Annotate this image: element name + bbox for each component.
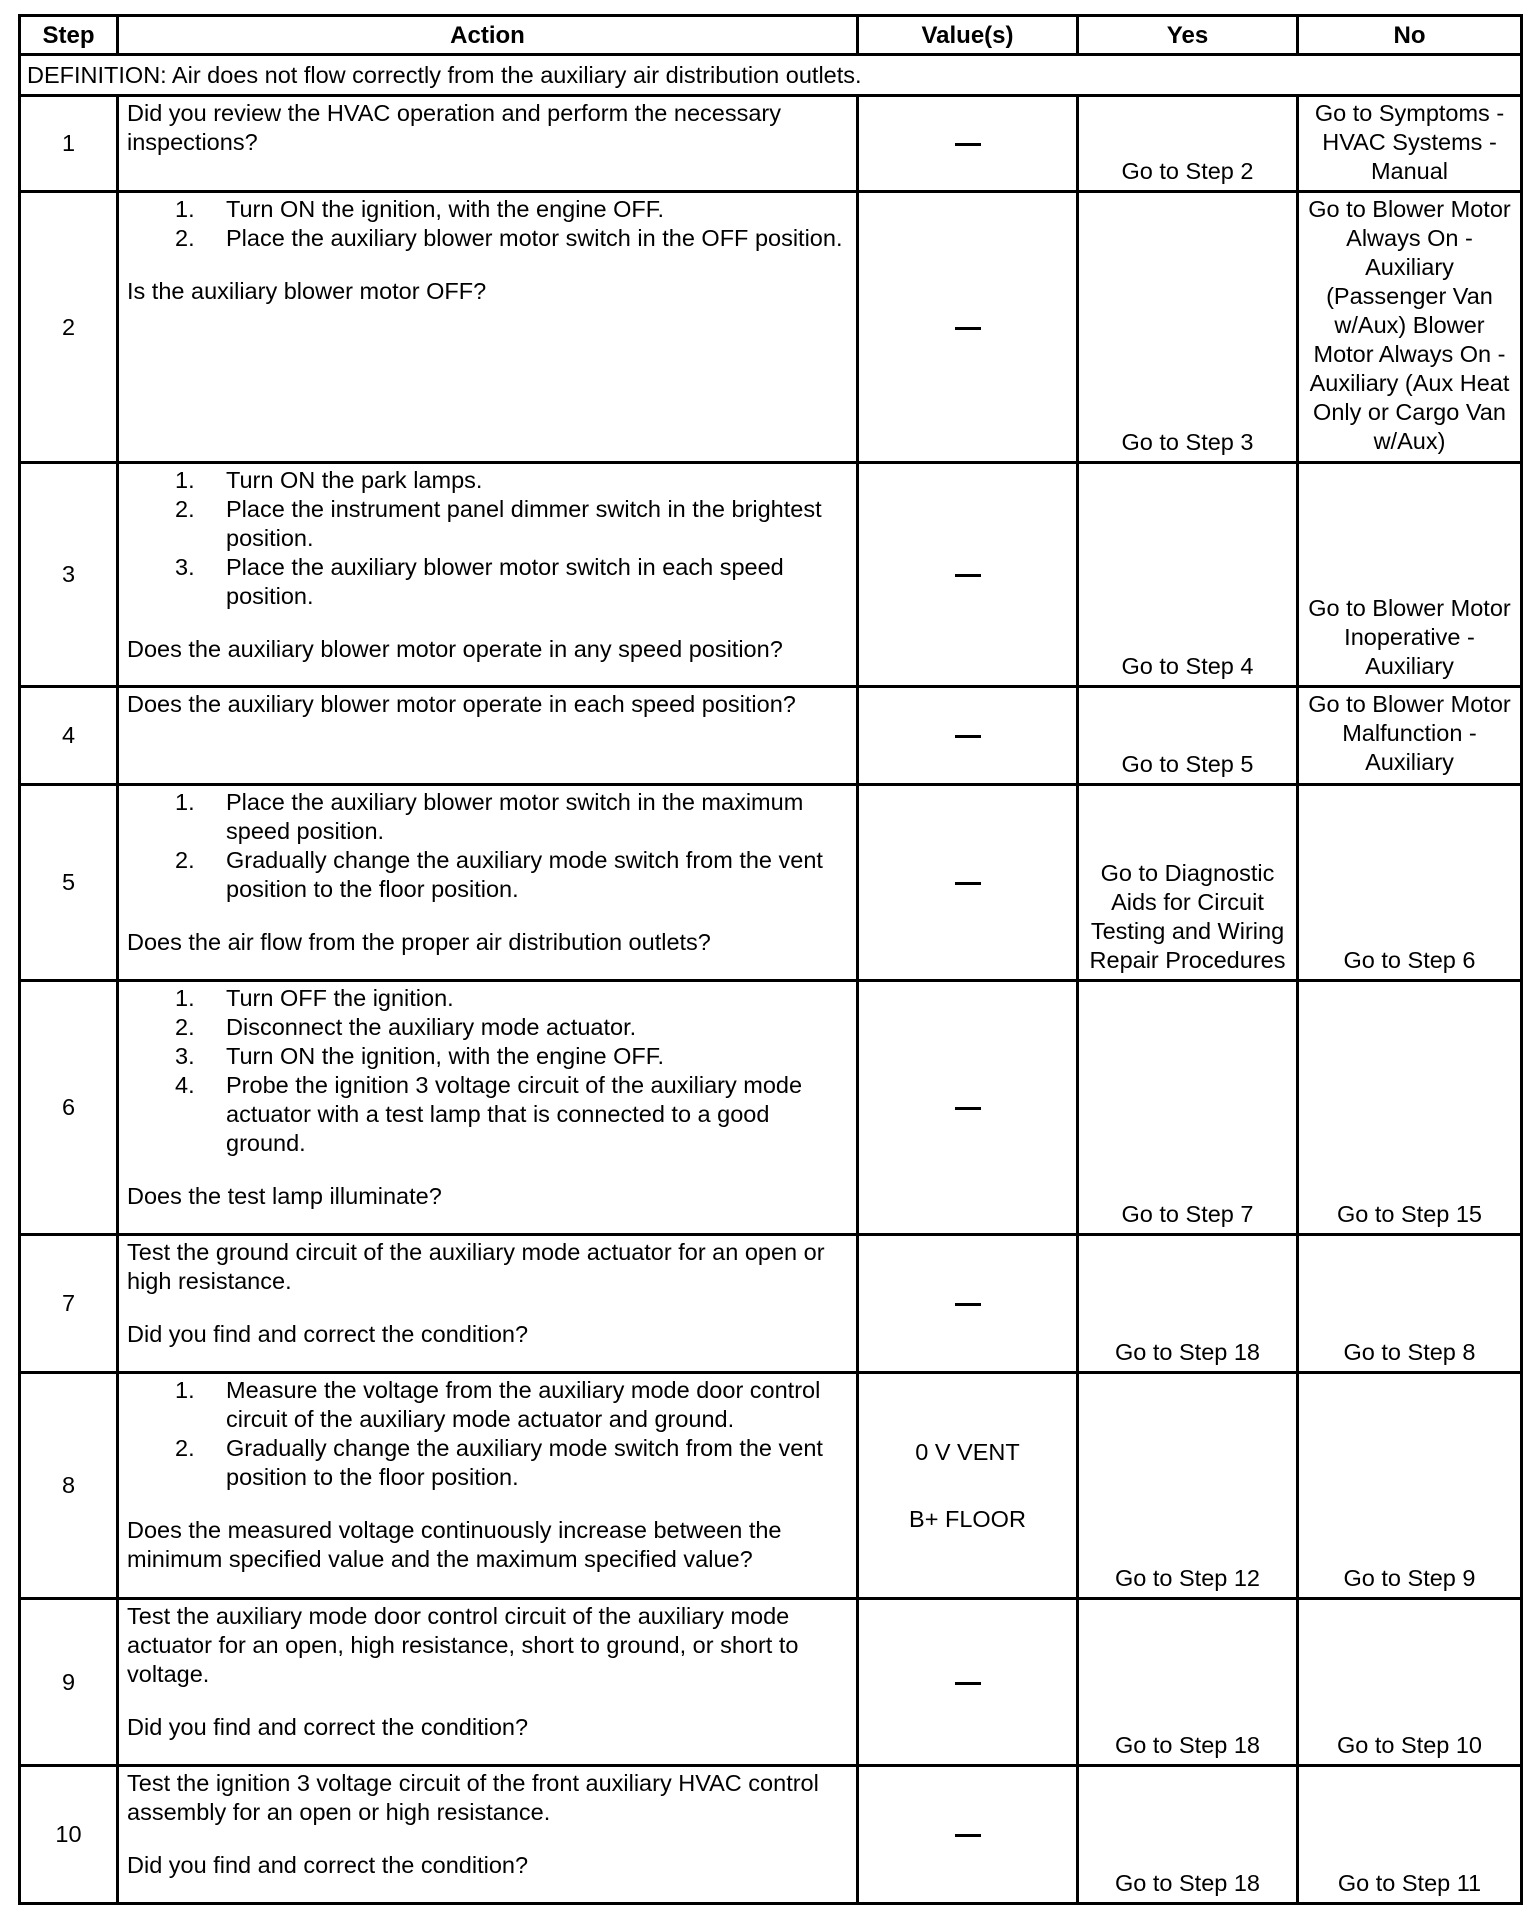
action-step: 2. Gradually change the auxiliary mode switch from the vent position to the floor position. — [175, 1435, 823, 1490]
action-question: Is the auxiliary blower motor OFF? — [127, 278, 487, 304]
action-step: 3. Turn ON the ignition, with the engine OFF. — [175, 1043, 665, 1069]
action-cell — [118, 96, 858, 192]
header-action: Action — [118, 16, 858, 55]
header-yes: Yes — [1078, 16, 1298, 55]
action-cell — [118, 1373, 858, 1599]
action-text: Did you review the HVAC operation and perform the necessary inspections? — [127, 100, 781, 155]
value-dash — [955, 143, 981, 146]
action-step: 3. Place the auxiliary blower motor switch in each speed position. — [175, 554, 784, 609]
no-cell: Go to Blower Motor Malfunction - Auxiliary — [1298, 687, 1522, 785]
header-values: Value(s) — [858, 16, 1078, 55]
step-number: 9 — [20, 1599, 118, 1766]
no-cell: Go to Step 15 — [1298, 981, 1522, 1235]
no-cell: Go to Step 6 — [1298, 785, 1522, 981]
yes-cell: Go to Step 18 — [1078, 1766, 1298, 1904]
table-row — [20, 192, 1522, 463]
value-cell — [858, 1766, 1078, 1904]
yes-cell: Go to Step 7 — [1078, 981, 1298, 1235]
action-text: Test the auxiliary mode door control circuit of the auxiliary mode actuator for an open, high resistance, short to ground, or short to voltage. — [127, 1603, 799, 1687]
yes-cell: Go to Step 4 — [1078, 463, 1298, 687]
action-cell — [118, 1235, 858, 1373]
value-dash — [955, 1834, 981, 1837]
value-dash — [955, 327, 981, 330]
action-question: Did you find and correct the condition? — [127, 1714, 529, 1740]
action-question: Does the air flow from the proper air distribution outlets? — [127, 929, 711, 955]
action-step: 2. Disconnect the auxiliary mode actuator. — [175, 1014, 637, 1040]
action-question: Does the auxiliary blower motor operate in any speed position? — [127, 636, 783, 662]
yes-cell: Go to Diagnostic Aids for Circuit Testing and Wiring Repair Procedures — [1078, 785, 1298, 981]
action-step: 1. Turn ON the ignition, with the engine OFF. — [175, 196, 665, 222]
action-cell — [118, 687, 858, 785]
no-cell: Go to Step 10 — [1298, 1599, 1522, 1766]
value-cell — [858, 687, 1078, 785]
value-cell — [858, 463, 1078, 687]
header-no: No — [1298, 16, 1522, 55]
table-row — [20, 1373, 1522, 1599]
no-cell: Go to Step 11 — [1298, 1766, 1522, 1904]
action-cell — [118, 192, 858, 463]
action-cell — [118, 463, 858, 687]
action-step: 2. Gradually change the auxiliary mode switch from the vent position to the floor position. — [175, 847, 823, 902]
value-cell — [858, 785, 1078, 981]
action-step: 1. Turn ON the park lamps. — [175, 467, 483, 493]
no-cell: Go to Symptoms - HVAC Systems - Manual — [1298, 96, 1522, 192]
action-steps — [127, 195, 850, 253]
value-dash — [955, 1682, 981, 1685]
value-cell — [858, 192, 1078, 463]
action-text: Test the ground circuit of the auxiliary mode actuator for an open or high resistance. — [127, 1239, 825, 1294]
action-step: 2. Place the instrument panel dimmer switch in the brightest position. — [175, 496, 822, 551]
value-dash — [955, 1107, 981, 1110]
no-cell: Go to Step 8 — [1298, 1235, 1522, 1373]
definition-row — [20, 55, 1522, 96]
header-step: Step — [20, 16, 118, 55]
no-cell: Go to Blower Motor Always On - Auxiliary (Passenger Van w/Aux) Blower Motor Always On - Auxiliary (Aux Heat Only or Cargo Van w/Aux) — [1298, 192, 1522, 463]
value-cell — [858, 981, 1078, 1235]
action-cell — [118, 1599, 858, 1766]
value-dash — [955, 574, 981, 577]
action-cell — [118, 1766, 858, 1904]
table-row — [20, 1235, 1522, 1373]
definition: DEFINITION: Air does not flow correctly from the auxiliary air distribution outlets. — [20, 55, 1522, 96]
action-steps — [127, 466, 850, 611]
step-number: 6 — [20, 981, 118, 1235]
step-number: 8 — [20, 1373, 118, 1599]
step-number: 3 — [20, 463, 118, 687]
header-row — [20, 16, 1522, 55]
step-number: 5 — [20, 785, 118, 981]
step-number: 1 — [20, 96, 118, 192]
action-question: Did you find and correct the condition? — [127, 1852, 529, 1878]
step-number: 7 — [20, 1235, 118, 1373]
action-question: Does the test lamp illuminate? — [127, 1183, 442, 1209]
value-cell — [858, 1373, 1078, 1599]
action-step: 1. Place the auxiliary blower motor switch in the maximum speed position. — [175, 789, 804, 844]
action-text: Test the ignition 3 voltage circuit of the front auxiliary HVAC control assembly for an open or high resistance. — [127, 1770, 819, 1825]
value-cell — [858, 1599, 1078, 1766]
yes-cell: Go to Step 5 — [1078, 687, 1298, 785]
action-question: Did you find and correct the condition? — [127, 1321, 529, 1347]
action-step: 2. Place the auxiliary blower motor switch in the OFF position. — [175, 225, 843, 251]
yes-cell: Go to Step 18 — [1078, 1599, 1298, 1766]
action-step: 1. Turn OFF the ignition. — [175, 985, 454, 1011]
value-dash — [955, 882, 981, 885]
yes-cell: Go to Step 12 — [1078, 1373, 1298, 1599]
table-row — [20, 463, 1522, 687]
table-row — [20, 1599, 1522, 1766]
no-cell: Go to Blower Motor Inoperative - Auxiliary — [1298, 463, 1522, 687]
value-cell — [858, 96, 1078, 192]
no-cell: Go to Step 9 — [1298, 1373, 1522, 1599]
step-number: 10 — [20, 1766, 118, 1904]
value-dash — [955, 1303, 981, 1306]
action-step: 4. Probe the ignition 3 voltage circuit of the auxiliary mode actuator with a test lamp that is connected to a good ground. — [175, 1072, 803, 1156]
table-row — [20, 96, 1522, 192]
value-cell — [858, 1235, 1078, 1373]
table-row — [20, 687, 1522, 785]
diagnostic-table — [18, 14, 1523, 1905]
step-number: 2 — [20, 192, 118, 463]
value-floor: B+ FLOOR — [909, 1505, 1026, 1532]
action-question: Does the measured voltage continuously increase between the minimum specified value and the maximum specified value? — [127, 1517, 782, 1572]
yes-cell: Go to Step 2 — [1078, 96, 1298, 192]
action-steps — [127, 788, 850, 904]
action-cell — [118, 785, 858, 981]
yes-cell: Go to Step 3 — [1078, 192, 1298, 463]
action-steps — [127, 984, 850, 1158]
step-number: 4 — [20, 687, 118, 785]
action-cell — [118, 981, 858, 1235]
table-row — [20, 785, 1522, 981]
yes-cell: Go to Step 18 — [1078, 1235, 1298, 1373]
value-dash — [955, 735, 981, 738]
action-text: Does the auxiliary blower motor operate in each speed position? — [127, 691, 796, 717]
table-row — [20, 981, 1522, 1235]
action-steps — [127, 1376, 850, 1492]
action-step: 1. Measure the voltage from the auxiliary mode door control circuit of the auxiliary mode actuator and ground. — [175, 1377, 821, 1432]
value-vent: 0 V VENT — [915, 1438, 1020, 1465]
table-row — [20, 1766, 1522, 1904]
